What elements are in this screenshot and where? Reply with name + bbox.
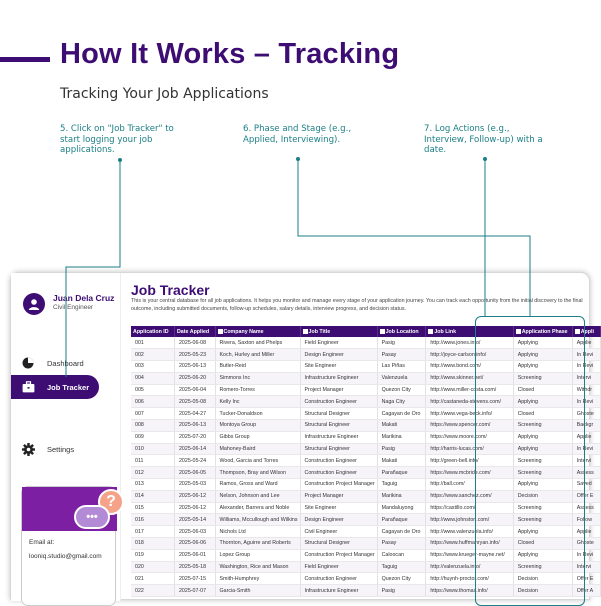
column-header[interactable] [131,326,174,337]
table-row[interactable] [131,408,601,420]
email-label: Email at: [29,539,55,546]
table-cell: Simmons Inc [215,372,300,384]
table-cell[interactable]: http://castaneda-stevens.com/ [426,396,513,408]
table-cell: Follow [572,514,600,526]
table-cell: Applying [513,526,572,538]
table-cell: Project Manager [300,490,377,502]
table-cell: Cagayan de Oro [377,526,426,538]
table-cell: In Revi [572,349,600,361]
connector-dot [483,157,487,161]
table-row[interactable] [131,420,601,432]
table-row[interactable] [131,372,601,384]
table-cell: Tucker-Donaldson [215,408,300,420]
table-cell: Construction Project Manager [300,549,377,561]
user-role: Civil Engineer [53,304,94,311]
table-cell: 2025-06-04 [174,384,215,396]
column-header[interactable] [426,326,513,337]
table-cell: Marikina [377,431,426,443]
question-bubble-icon: ? [98,489,124,515]
table-cell[interactable]: http://www.valenzuela.info/ [426,526,513,538]
table-cell: 016 [131,514,174,526]
table-cell: 021 [131,573,174,585]
table-cell: Kelly Inc [215,396,300,408]
step-5-note: 5. Click on "Job Tracker" to start logging your job applications. [60,124,174,155]
table-cell: Intervi [572,455,600,467]
table-cell: 011 [131,455,174,467]
table-body [131,337,601,597]
sidebar-item-label: Job Tracker [47,382,90,392]
table-cell: Quezon City [377,573,426,585]
table-cell: 006 [131,396,174,408]
table-cell: 015 [131,502,174,514]
table-cell: 2025-07-20 [174,431,215,443]
job-table-container [131,326,601,606]
table-row[interactable] [131,502,601,514]
table-cell[interactable]: http://joyce-carlson.info/ [426,349,513,361]
table-cell: Intervi [572,561,600,573]
table-cell[interactable]: https://www.moore.com/ [426,431,513,443]
table-cell: Assess [572,467,600,479]
table-cell: Applie [572,337,600,349]
table-cell: 022 [131,585,174,597]
table-cell: 019 [131,549,174,561]
table-cell: Washington, Rice and Mason [215,561,300,573]
table-cell: In Revi [572,361,600,373]
sidebar-item-dashboard[interactable] [11,351,119,375]
table-cell: Backgr [572,420,600,432]
column-header-label: Date Applied [176,328,210,335]
table-cell: 013 [131,479,174,491]
table-cell[interactable]: http://www.jones.info/ [426,337,513,349]
pie-chart-icon [21,356,35,370]
table-row[interactable] [131,479,601,491]
table-cell: In Revi [572,443,600,455]
column-header-label: Job Title [308,328,331,335]
table-row[interactable] [131,431,601,443]
table-row[interactable] [131,514,601,526]
table-cell: Construction Engineer [300,573,377,585]
step-7-note: 7. Log Actions (e.g., Interview, Follow-up) with a date. [424,124,543,155]
table-cell: 2025-06-03 [174,526,215,538]
table-cell: Pasay [377,538,426,550]
table-cell: Butler-Reid [215,361,300,373]
table-cell: Assess [572,502,600,514]
table-cell: Pasig [377,585,426,597]
table-cell: 2025-07-15 [174,573,215,585]
sidebar-item-settings[interactable] [11,437,119,461]
table-cell: Field Engineer [300,337,377,349]
table-row[interactable] [131,561,601,573]
table-cell: 2025-06-12 [174,502,215,514]
table-cell: Nichols Ltd [215,526,300,538]
table-cell[interactable]: http://www.johnston.com/ [426,514,513,526]
table-cell: Williams, Mccullough and Wilkins [215,514,300,526]
table-cell: Design Engineer [300,514,377,526]
table-row[interactable] [131,455,601,467]
table-cell: Applying [513,349,572,361]
table-cell: Closed [513,408,572,420]
table-cell: Offer A [572,585,600,597]
table-cell[interactable]: http://www.bond.com/ [426,361,513,373]
table-cell: Screening [513,420,572,432]
table-cell: Construction Engineer [300,467,377,479]
table-cell: 2025-05-18 [174,561,215,573]
table-cell: Offer E [572,490,600,502]
page-subtitle: Tracking Your Job Applications [60,86,269,102]
table-cell: 2025-06-08 [174,337,215,349]
table-cell: Wood, Garcia and Torres [215,455,300,467]
briefcase-icon [21,380,35,394]
column-header[interactable] [215,326,300,337]
table-cell[interactable]: https://www.huffmanryan.info/ [426,538,513,550]
sidebar-item-label: Settings [47,444,75,454]
table-cell: 003 [131,361,174,373]
table-cell: 2025-05-23 [174,349,215,361]
table-cell[interactable]: https://www.krueger-mayne.net/ [426,549,513,561]
table-cell: 2025-06-13 [174,420,215,432]
table-cell: 020 [131,561,174,573]
table-row[interactable] [131,443,601,455]
table-row[interactable] [131,467,601,479]
table-cell: Mahoney-Baird [215,443,300,455]
table-cell: Offer E [572,573,600,585]
table-cell: Intervi [572,372,600,384]
column-header-label: Job Link [434,328,457,335]
table-cell: 2025-05-08 [174,396,215,408]
table-cell: 2025-06-14 [174,443,215,455]
connector-dot [118,158,122,162]
table-row[interactable] [131,526,601,538]
table-cell: Infrastructure Engineer [300,585,377,597]
table-row[interactable] [131,585,601,597]
table-cell: Applying [513,549,572,561]
table-cell: Makati [377,420,426,432]
header-accent-bar [0,57,50,62]
gear-icon [21,442,35,456]
table-cell[interactable]: http://harris-lucas.com/ [426,443,513,455]
table-cell: Alexander, Barrera and Noble [215,502,300,514]
table-cell: Applying [513,479,572,491]
table-cell: Lopez Group [215,549,300,561]
table-cell: Quezon City [377,384,426,396]
table-cell[interactable]: https://www.thomas.info/ [426,585,513,597]
table-cell: 2025-05-03 [174,479,215,491]
table-cell: Screening [513,502,572,514]
table-cell: Applying [513,431,572,443]
sidebar [11,273,121,601]
table-cell: Structural Designer [300,408,377,420]
contact-card [21,486,116,606]
column-header[interactable] [300,326,377,337]
table-cell: Valenzuela [377,372,426,384]
table-cell[interactable]: http://www.vega-beck.info/ [426,408,513,420]
table-cell: In Revi [572,549,600,561]
table-cell: Ghoste [572,408,600,420]
column-header-label: Job Location [385,328,419,335]
table-row[interactable] [131,549,601,561]
table-cell: Koch, Hurley and Miller [215,349,300,361]
table-cell: Makati [377,455,426,467]
table-cell: 2025-04-27 [174,408,215,420]
table-cell: Ramos, Gross and Ward [215,479,300,491]
table-cell: Caloocan [377,549,426,561]
table-cell: Decision [513,490,572,502]
column-header-label: Company Name [223,328,264,335]
table-cell: Field Engineer [300,561,377,573]
table-cell: Parañaque [377,514,426,526]
table-cell: Infrastructure Engineer [300,431,377,443]
table-row[interactable] [131,361,601,373]
table-cell[interactable]: https://castillo.com/ [426,502,513,514]
user-name: Juan Dela Cruz [53,293,115,303]
table-cell: Naga City [377,396,426,408]
connector-dot [296,157,300,161]
table-cell: Structural Engineer [300,443,377,455]
table-cell: Applying [513,396,572,408]
table-cell: Structural Designer [300,538,377,550]
table-cell: Rivera, Saxton and Phelps [215,337,300,349]
section-description: This is your central database for all job applications. It helps you monitor and manage every stage of your application journey. You can track each opportunity from the initial discovery to the final outcome, including submitted documents, follow-up schedules, salary details, interview progress, and decision status. [131,298,583,312]
table-cell: Mandaluyong [377,502,426,514]
filter-dropdown-icon[interactable] [428,329,433,334]
filter-dropdown-icon[interactable] [303,329,308,334]
table-cell: Civil Engineer [300,526,377,538]
table-cell: Screening [513,561,572,573]
table-cell: 004 [131,372,174,384]
table-cell: Garcia-Smith [215,585,300,597]
table-row[interactable] [131,384,601,396]
table-cell: Taguig [377,479,426,491]
table-cell: 008 [131,420,174,432]
table-cell: Thornton, Aguirre and Roberts [215,538,300,550]
table-row[interactable] [131,349,601,361]
table-cell: Pasig [377,443,426,455]
table-cell: Smith-Humphrey [215,573,300,585]
table-cell[interactable]: http://green-bell.info/ [426,455,513,467]
column-header-label: Appli [580,328,594,335]
table-cell[interactable]: http://huynh-proctor.com/ [426,573,513,585]
table-cell: 2025-06-05 [174,467,215,479]
table-cell: Infrastructure Engineer [300,372,377,384]
table-cell: 001 [131,337,174,349]
table-cell: Site Engineer [300,361,377,373]
table-cell: Parañaque [377,467,426,479]
table-cell: Taguig [377,561,426,573]
page-title: How It Works – Tracking [60,38,400,70]
filter-dropdown-icon[interactable] [575,329,580,334]
job-table [131,326,601,597]
filter-dropdown-icon[interactable] [516,329,521,334]
table-cell: 018 [131,538,174,550]
table-cell: 012 [131,467,174,479]
user-icon [27,297,41,311]
table-cell: 014 [131,490,174,502]
sidebar-item-label: Dashboard [47,358,84,368]
table-cell: Cagayan de Oro [377,408,426,420]
column-header[interactable] [572,326,600,337]
table-cell: 005 [131,384,174,396]
table-cell: Decision [513,585,572,597]
table-cell: Pasay [377,349,426,361]
table-cell[interactable]: http://valenzuela.info/ [426,561,513,573]
table-cell: In Revi [572,396,600,408]
step-6-note: 6. Phase and Stage (e.g., Applied, Interviewing). [243,124,352,145]
table-cell: Construction Engineer [300,455,377,467]
table-cell[interactable]: https://www.sanchez.com/ [426,490,513,502]
main-content [131,273,594,601]
table-cell: 2025-06-13 [174,361,215,373]
app-window [10,272,594,600]
table-cell: Gibbs Group [215,431,300,443]
table-cell: Construction Project Manager [300,479,377,491]
table-cell: 010 [131,443,174,455]
table-cell: Decision [513,573,572,585]
section-title: Job Tracker [131,282,210,298]
table-cell: 2025-06-06 [174,538,215,550]
table-cell: 2025-06-01 [174,549,215,561]
table-cell: Applying [513,361,572,373]
column-header[interactable] [513,326,572,337]
table-cell: 2025-06-20 [174,372,215,384]
table-cell[interactable]: https://www.spencer.com/ [426,420,513,432]
table-row[interactable] [131,573,601,585]
table-cell[interactable]: http://ball.com/ [426,479,513,491]
table-cell: Las Piñas [377,361,426,373]
table-cell: Design Engineer [300,349,377,361]
table-cell: Construction Engineer [300,396,377,408]
table-cell: Applie [572,431,600,443]
table-cell: 007 [131,408,174,420]
table-cell: 2025-05-14 [174,514,215,526]
filter-dropdown-icon[interactable] [380,329,385,334]
column-header-label: Application ID [133,328,169,335]
table-cell: Site Engineer [300,502,377,514]
table-cell: Nelson, Johnson and Lee [215,490,300,502]
table-cell: 009 [131,431,174,443]
table-cell: Screening [513,372,572,384]
table-cell: Applying [513,443,572,455]
table-header-row [131,326,601,337]
table-cell: Withdr [572,384,600,396]
sidebar-item-job-tracker[interactable] [11,375,99,399]
table-cell: Screening [513,467,572,479]
table-cell: Structural Engineer [300,420,377,432]
table-cell: Pasig [377,337,426,349]
table-cell[interactable]: https://www.mcbride.com/ [426,467,513,479]
table-cell: 2025-05-24 [174,455,215,467]
email-link[interactable]: looniq.studio@gmail.com [29,553,102,560]
table-cell: 002 [131,349,174,361]
table-cell: Closed [513,384,572,396]
table-cell: Screening [513,455,572,467]
avatar[interactable] [23,293,45,315]
chat-bubble-icon: ••• [74,505,110,529]
table-cell[interactable]: http://www.miller-costa.com/ [426,384,513,396]
table-cell: Closed [513,538,572,550]
table-cell: 017 [131,526,174,538]
table-cell: Thompson, Bray and Wilson [215,467,300,479]
table-cell: Romero-Torres [215,384,300,396]
table-cell[interactable]: http://www.skinner.net/ [426,372,513,384]
table-cell: Montoya Group [215,420,300,432]
table-cell: Applie [572,526,600,538]
table-cell: Saved [572,479,600,491]
table-cell: 2025-07-07 [174,585,215,597]
table-cell: Project Manager [300,384,377,396]
column-header[interactable] [377,326,426,337]
table-cell: Applying [513,337,572,349]
table-cell: Screening [513,514,572,526]
table-row[interactable] [131,337,601,349]
column-header-label: Application Phase [521,328,568,335]
table-cell: 2025-06-12 [174,490,215,502]
table-row[interactable] [131,396,601,408]
table-cell: Marikina [377,490,426,502]
filter-dropdown-icon[interactable] [218,329,223,334]
table-cell: Ghoste [572,538,600,550]
table-row[interactable] [131,490,601,502]
column-header[interactable] [174,326,215,337]
table-row[interactable] [131,538,601,550]
